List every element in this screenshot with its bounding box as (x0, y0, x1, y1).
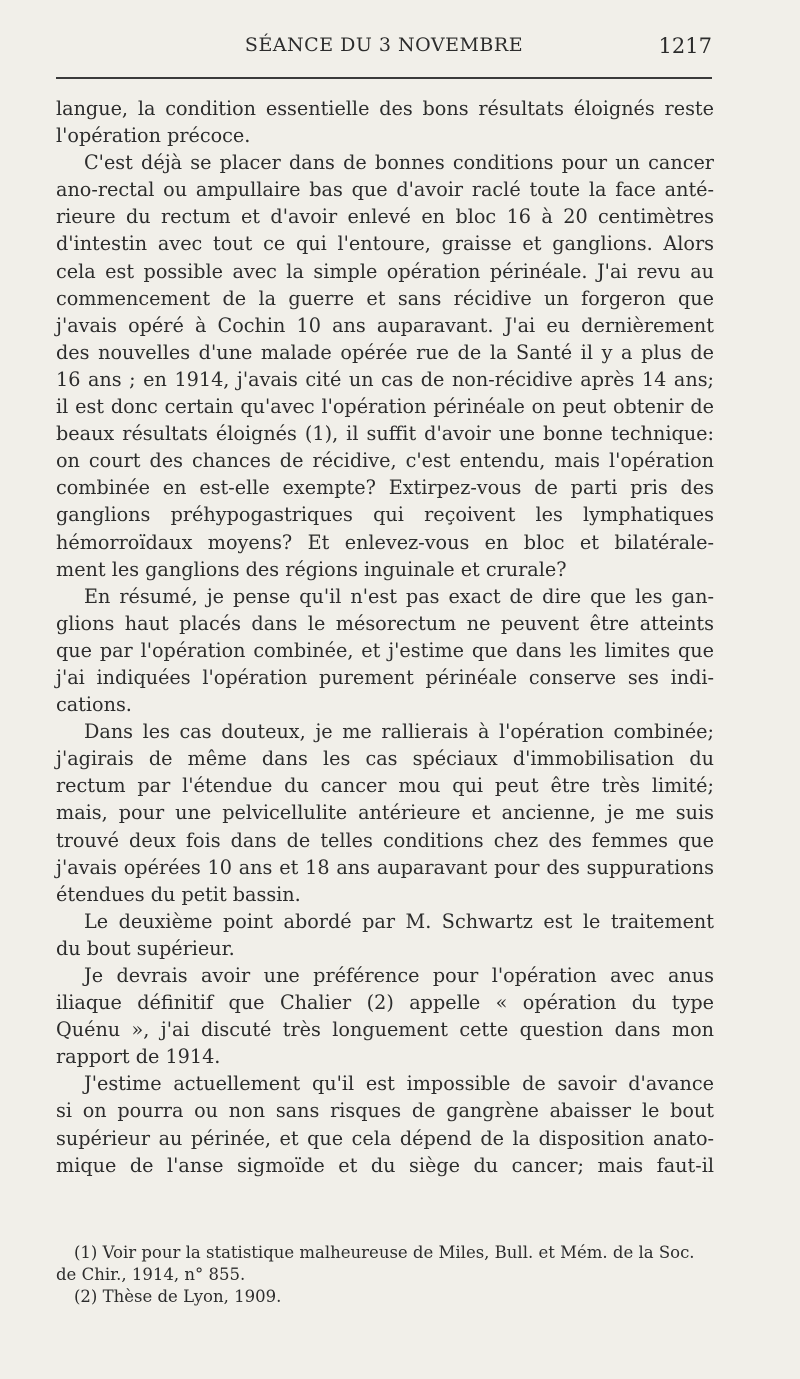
text-line: cela est possible avec la simple opération périnéale. J'ai revu au (56, 259, 714, 283)
footnotes (56, 1242, 714, 1308)
text-line: Dans les cas douteux, je me rallierais à l'opération combinée; (84, 720, 714, 744)
text-line: ganglions préhypogastriques qui reçoivent les lymphatiques (56, 503, 714, 527)
text-line: Le deuxième point abordé par M. Schwartz est le traitement (84, 909, 714, 933)
text-line: d'intestin avec tout ce qui l'entoure, graisse et ganglions. Alors (56, 232, 714, 256)
text-line: Quénu », j'ai discuté très longuement cette question dans mon (56, 1018, 714, 1042)
text-line: beaux résultats éloignés (1), il suffit d'avoir une bonne technique: (56, 422, 714, 446)
footnote-line: (1) Voir pour la statistique malheureuse de Miles, Bull. et Mém. de la Soc. (74, 1243, 695, 1262)
header-rule (56, 77, 712, 79)
footnote-line: (2) Thèse de Lyon, 1909. (74, 1287, 282, 1306)
text-line: j'agirais de même dans les cas spéciaux d'immobilisation du (56, 747, 714, 771)
text-line: rectum par l'étendue du cancer mou qui peut être très limité; (56, 774, 714, 798)
text-line: hémorroïdaux moyens? Et enlevez-vous en bloc et bilatérale- (56, 530, 714, 554)
running-head (56, 34, 712, 64)
text-line: cations. (56, 693, 132, 717)
text-line: l'opération précoce. (56, 124, 251, 148)
text-line: il est donc certain qu'avec l'opération périnéale on peut obtenir de (56, 395, 714, 419)
text-line: rieure du rectum et d'avoir enlevé en bloc 16 à 20 centimètres (56, 205, 714, 229)
text-line: j'avais opéré à Cochin 10 ans auparavant. J'ai eu dernièrement (56, 313, 714, 337)
text-line: C'est déjà se placer dans de bonnes conditions pour un cancer (84, 151, 714, 175)
text-line: commencement de la guerre et sans récidive un forgeron que (56, 286, 714, 310)
text-line: que par l'opération combinée, et j'estime que dans les limites que (56, 638, 714, 662)
footnote-line: de Chir., 1914, n° 855. (56, 1265, 246, 1284)
text-line: 16 ans ; en 1914, j'avais cité un cas de non-récidive après 14 ans; (56, 367, 714, 391)
text-line: ment les ganglions des régions inguinale et crurale? (56, 557, 567, 581)
running-title: SÉANCE DU 3 NOVEMBRE (244, 34, 524, 56)
text-line: du bout supérieur. (56, 936, 235, 960)
text-line: ano-rectal ou ampullaire bas que d'avoir raclé toute la face anté- (56, 178, 714, 202)
text-line: des nouvelles d'une malade opérée rue de la Santé il y a plus de (56, 340, 714, 364)
text-line: J'estime actuellement qu'il est impossible de savoir d'avance (84, 1072, 714, 1096)
text-line: trouvé deux fois dans de telles conditions chez des femmes que (56, 828, 714, 852)
text-line: j'avais opérées 10 ans et 18 ans auparavant pour des suppurations (56, 855, 714, 879)
text-line: étendues du petit bassin. (56, 882, 301, 906)
text-line: si on pourra ou non sans risques de gangrène abaisser le bout (56, 1099, 714, 1123)
text-line: En résumé, je pense qu'il n'est pas exact de dire que les gan- (84, 584, 714, 608)
text-line: supérieur au périnée, et que cela dépend de la disposition anato- (56, 1126, 714, 1150)
text-line: iliaque définitif que Chalier (2) appelle « opération du type (56, 991, 714, 1015)
text-line: combinée en est-elle exempte? Extirpez-vous de parti pris des (56, 476, 714, 500)
text-line: rapport de 1914. (56, 1045, 221, 1069)
text-line: mais, pour une pelvicellulite antérieure et ancienne, je me suis (56, 801, 714, 825)
page-number: 1217 (658, 34, 712, 58)
body-text (56, 95, 714, 1179)
text-line: on court des chances de récidive, c'est entendu, mais l'opération (56, 449, 714, 473)
text-line: Je devrais avoir une préférence pour l'opération avec anus (84, 964, 714, 987)
text-line: mique de l'anse sigmoïde et du siège du cancer; mais faut-il (56, 1153, 714, 1177)
text-line: glions haut placés dans le mésorectum ne peuvent être atteints (56, 611, 714, 635)
text-line: langue, la condition essentielle des bons résultats éloignés reste (56, 97, 714, 120)
text-line: j'ai indiquées l'opération purement périnéale conserve ses indi- (56, 665, 714, 689)
